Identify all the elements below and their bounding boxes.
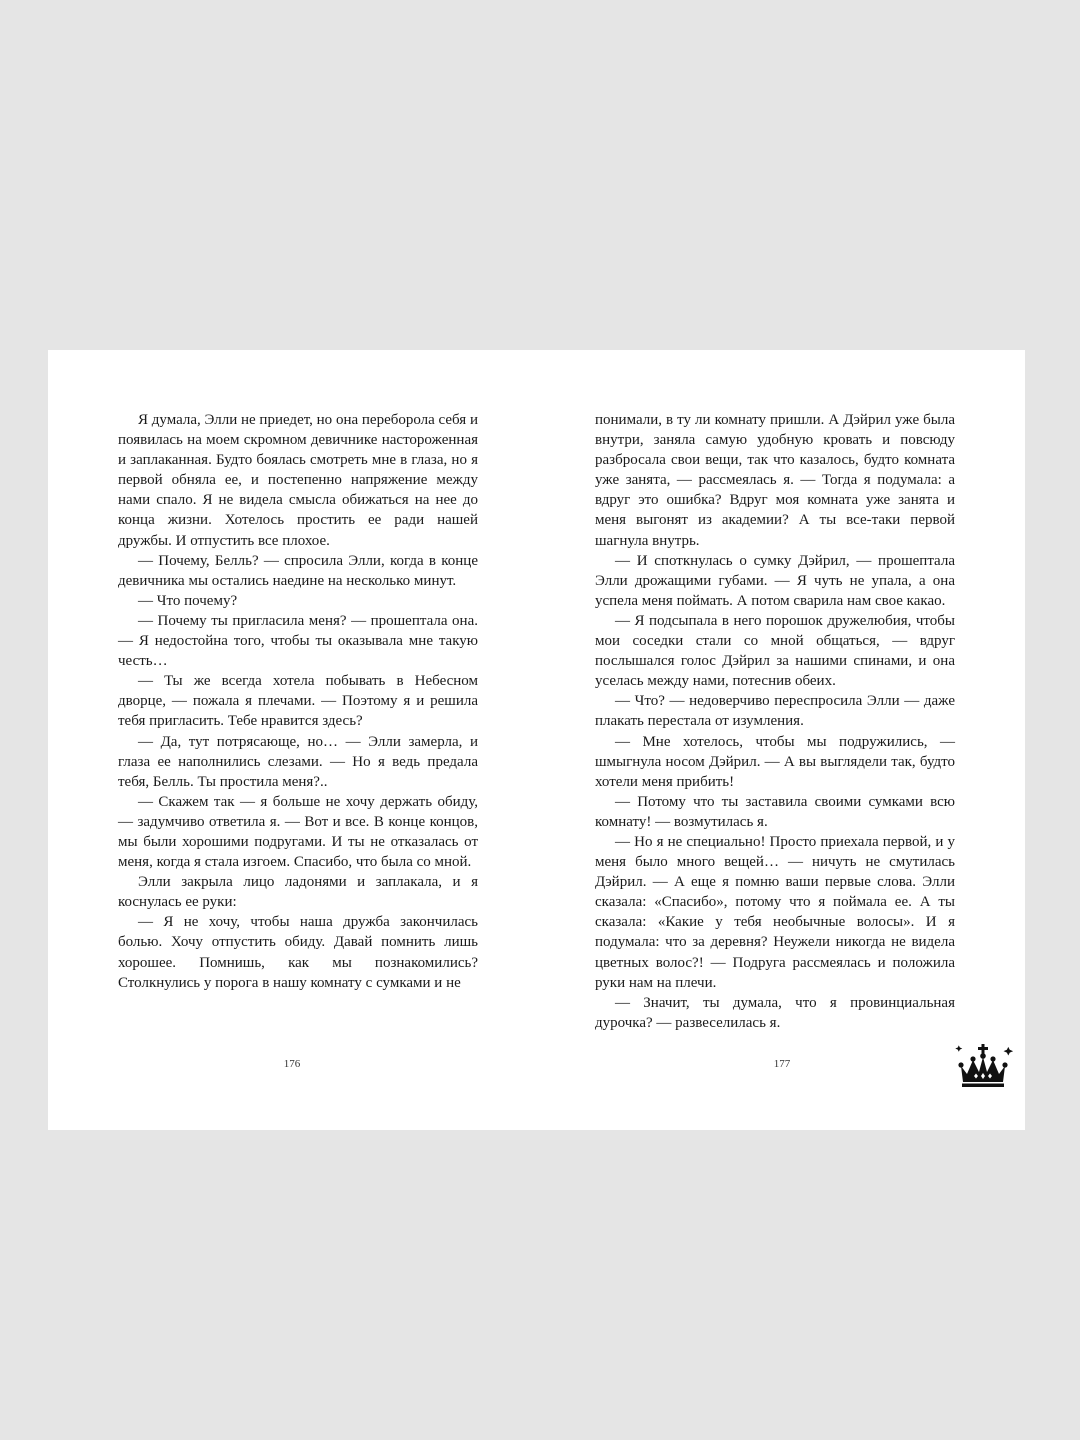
paragraph: — Ты же всегда хотела побывать в Небесном дворце, — пожала я плечами. — Поэтому я и решила тебя пригласить. Тебе нравится здесь?: [118, 673, 478, 730]
paragraph: Элли закрыла лицо ладонями и заплакала, и я коснулась ее руки:: [118, 874, 478, 911]
book-spread: [48, 350, 1025, 1130]
paragraph: — Почему ты пригласила меня? — прошептала она. — Я недостойна того, чтобы ты оказывала мне такую честь…: [118, 612, 478, 670]
paragraph: Я думала, Элли не приедет, но она переборола себя и появилась на моем скромном девичнике настороженная и заплаканная. Будто боялась смотреть мне в глаза, но я первой обняла ее, и постепенно напряжение между нами спало. Я не видела смысла обижаться на нее до конца жизни. Хотелось простить ее ради нашей дружбы. И отпустить все плохое.: [118, 412, 478, 549]
paragraph: — Почему, Белль? — спросила Элли, когда в конце девичника мы остались наедине на несколько минут.: [118, 552, 478, 589]
right-page-number: 177: [773, 1058, 791, 1070]
paragraph: — Я не хочу, чтобы наша дружба закончилась болью. Хочу отпустить обиду. Давай помнить лишь хорошее. Помнишь, как мы познакомились? Столкнулись у порога в нашу комнату с сумками и не: [118, 914, 478, 991]
paragraph: — Я подсыпала в него порошок дружелюбия, чтобы мои соседки стали со мной общаться, — вдруг послышался голос Дэйрил за нашими спинами, и она уселась между нами, потеснив обеих.: [595, 612, 955, 690]
paragraph: — Мне хотелось, чтобы мы подружились, — шмыгнула носом Дэйрил. — А вы выглядели так, будто хотели меня прибить!: [595, 733, 955, 790]
paragraph-continuation: понимали, в ту ли комнату пришли. А Дэйрил уже была внутри, заняла самую удобную кровать и повсюду разбросала свои вещи, так что казалось, будто комната уже занята, — рассмеялась я. — Тогда я подумала: а вдруг это ошибка? Вдруг моя комната уже занята и меня выгонят из академии? А ты все-таки первой шагнула внутрь.: [595, 412, 955, 549]
crown-icon: [953, 1030, 1013, 1090]
paragraph: — Потому что ты заставила своими сумками всю комнату! — возмутилась я.: [595, 793, 955, 830]
paragraph: — Скажем так — я больше не хочу держать обиду, — задумчиво ответила я. — Вот и все. В конце концов, мы были хорошими подругами. И ты не отказалась от меня, когда я стала изгоем. Спасибо, что была со мной.: [118, 793, 478, 871]
paragraph: — Но я не специально! Просто приехала первой, и у меня было много вещей… — ничуть не смутилась Дэйрил. — А еще я помню ваши первые слова. Элли сказала: «Спасибо», потому что я поймала ее. А ты сказала: «Какие у тебя необычные волосы». И я подумала: что за деревня? Неужели никогда не видела цветных волос?! — Подруга рассмеялась и положила руки нам на плечи.: [595, 833, 955, 991]
left-page-number: 176: [283, 1058, 301, 1070]
paragraph: — И споткнулась о сумку Дэйрил, — прошептала Элли дрожащими губами. — Я чуть не упала, а она успела меня поймать. А потом сварила нам свое какао.: [595, 552, 955, 609]
paragraph: — Да, тут потрясающе, но… — Элли замерла, и глаза ее наполнились слезами. — Но я ведь предала тебя, Белль. Ты простила меня?..: [118, 733, 478, 790]
right-page-text: [595, 410, 955, 1033]
paragraph: — Что? — недоверчиво переспросила Элли — даже плакать перестала от изумления.: [595, 693, 955, 730]
left-page-text: [118, 410, 478, 993]
paragraph: — Значит, ты думала, что я провинциальная дурочка? — развеселилась я.: [595, 994, 955, 1031]
paragraph: — Что почему?: [138, 592, 238, 609]
